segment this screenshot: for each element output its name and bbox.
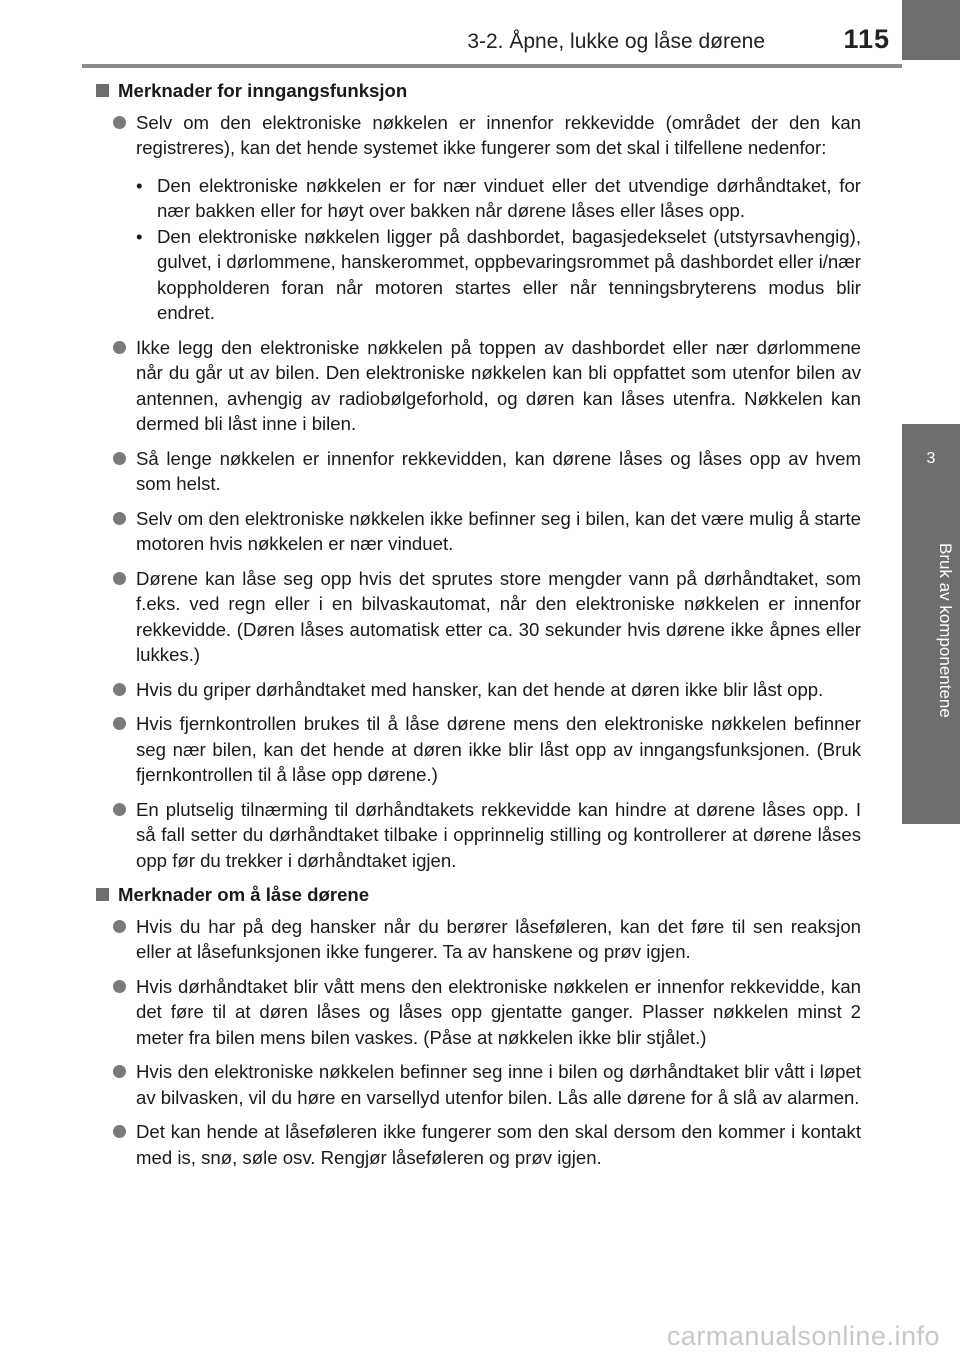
square-bullet-icon	[96, 888, 109, 901]
section-heading-text: Merknader for inngangsfunksjon	[118, 80, 408, 101]
round-bullet-icon	[113, 980, 126, 993]
list-item	[96, 110, 861, 326]
chapter-label-text: Bruk av komponentene	[936, 542, 955, 718]
round-bullet-icon	[113, 920, 126, 933]
round-bullet-icon	[113, 452, 126, 465]
chapter-label	[907, 520, 955, 740]
section-heading-text: Merknader om å låse dørene	[118, 884, 370, 905]
chapter-number: 3	[926, 450, 936, 467]
round-bullet-icon	[113, 572, 126, 585]
list-item	[96, 914, 861, 965]
list-item	[96, 711, 861, 788]
round-bullet-icon	[113, 803, 126, 816]
round-bullet-icon	[113, 1125, 126, 1138]
item-text: Dørene kan låse seg opp hvis det sprutes store mengder vann på dørhåndtaket, som f.eks. ved regn eller i en bilvaskautomat, når den elektroniske nøkkelen er innenfor rekkevidde. (Døren låses automatisk etter ca. 30 sekunder hvis dørene ikke åpnes eller lukkes.)	[136, 567, 861, 665]
page-number: 115	[843, 24, 890, 54]
round-bullet-icon	[113, 1065, 126, 1078]
side-tab-top	[902, 0, 960, 60]
page-content	[96, 78, 861, 1179]
list-item	[96, 797, 861, 874]
sub-list	[136, 173, 861, 326]
list-item	[96, 974, 861, 1051]
item-text: Hvis du har på deg hansker når du berører låseføleren, kan det føre til sen reaksjon eller at låsefunksjonen ikke fungerer. Ta av hanskene og prøv igjen.	[136, 915, 861, 962]
round-bullet-icon	[113, 341, 126, 354]
sub-list-item: • Den elektroniske nøkkelen ligger på dashbordet, bagasjedekselet (utstyrsavhengig), gulvet, i dørlommene, hanskerommet, oppbevaringsrommet på dashbordet eller i/nær koppholderen foran når motoren startes eller når tenningsbryterens modus blir endret.	[136, 224, 861, 326]
section-heading-entry-function	[96, 78, 861, 104]
square-bullet-icon	[96, 84, 109, 97]
round-bullet-icon	[113, 512, 126, 525]
item-text: Selv om den elektroniske nøkkelen ikke befinner seg i bilen, kan det være mulig å starte motoren hvis nøkkelen er nær vinduet.	[136, 507, 861, 554]
list-item	[96, 1119, 861, 1170]
list-item	[96, 506, 861, 557]
list-item	[96, 335, 861, 437]
watermark: carmanualsonline.info	[666, 1321, 940, 1351]
list-item	[96, 446, 861, 497]
item-text: Ikke legg den elektroniske nøkkelen på toppen av dashbordet eller nær dørlommene når du går ut av bilen. Den elektroniske nøkkelen kan bli oppfattet som utenfor bilen av antennen, avhengig av radiobølgeforhold, og døren kan låses utenfra. Nøkkelen kan dermed bli låst inne i bilen.	[136, 336, 861, 434]
section-heading-locking	[96, 882, 861, 908]
header-rule	[82, 64, 902, 68]
item-text: Hvis fjernkontrollen brukes til å låse dørene mens den elektroniske nøkkelen befinner seg nær bilen, kan det hende at døren ikke blir låst opp av inngangsfunksjonen. (Bruk fjernkontrollen til å låse opp dørene.)	[136, 713, 861, 785]
list-item	[96, 1059, 861, 1110]
round-bullet-icon	[113, 683, 126, 696]
item-text: Hvis den elektroniske nøkkelen befinner seg inne i bilen og dørhåndtaket blir vått i løpet av bilvasken, vil du høre en varsellyd utenfor bilen. Lås alle dørene for å slå av alarmen.	[136, 1061, 861, 1108]
list-item	[96, 677, 861, 703]
item-text: Selv om den elektroniske nøkkelen er innenfor rekkevidde (området der den kan registreres), kan det hende systemet ikke fungerer som det skal i tilfellene nedenfor:	[136, 111, 861, 158]
item-text: Så lenge nøkkelen er innenfor rekkevidden, kan dørene låses og låses opp av hvem som helst.	[136, 447, 861, 494]
item-text: Det kan hende at låseføleren ikke fungerer som den skal dersom den kommer i kontakt med is, snø, søle osv. Rengjør låseføleren og prøv igjen.	[136, 1121, 861, 1168]
section-title: 3-2. Åpne, lukke og låse dørene	[467, 30, 765, 53]
round-bullet-icon	[113, 717, 126, 730]
item-text: En plutselig tilnærming til dørhåndtakets rekkevidde kan hindre at dørene låses opp. I så fall setter du dørhåndtaket tilbake i opprinnelig stilling og kontrollerer at dørene låses opp før du trekker i dørhåndtaket igjen.	[136, 798, 861, 871]
item-text: Hvis dørhåndtaket blir vått mens den elektroniske nøkkelen er innenfor rekkevidde, kan det føre til at døren låses og låses opp gjentatte ganger. Plasser nøkkelen minst 2 meter fra bilen mens bilen vaskes. (Påse at nøkkelen ikke blir stjålet.)	[136, 975, 861, 1048]
round-bullet-icon	[113, 116, 126, 129]
item-text: Hvis du griper dørhåndtaket med hansker, kan det hende at døren ikke blir låst opp.	[136, 678, 824, 700]
sub-list-item: • Den elektroniske nøkkelen er for nær vinduet eller det utvendige dørhåndtaket, for nær bakken eller for høyt over bakken når dørene låses eller låses opp.	[136, 173, 861, 224]
list-item	[96, 566, 861, 668]
